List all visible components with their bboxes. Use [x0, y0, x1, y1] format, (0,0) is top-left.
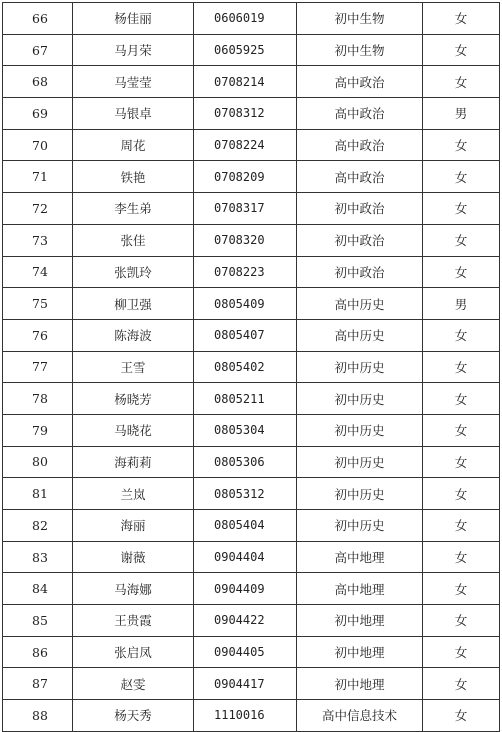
cell-number: 76	[3, 319, 73, 351]
cell-id: 0708224	[194, 129, 297, 161]
cell-name: 兰岚	[73, 478, 194, 510]
table-row	[3, 351, 500, 383]
cell-id: 0904417	[194, 668, 297, 700]
cell-id: 0708209	[194, 161, 297, 193]
cell-subject: 初中历史	[297, 446, 423, 478]
cell-number: 77	[3, 351, 73, 383]
cell-id: 0708320	[194, 224, 297, 256]
table-row	[3, 3, 500, 35]
cell-gender: 女	[423, 383, 500, 415]
cell-subject: 高中地理	[297, 573, 423, 605]
cell-number: 67	[3, 34, 73, 66]
cell-number: 80	[3, 446, 73, 478]
cell-id: 0904405	[194, 636, 297, 668]
table-row	[3, 510, 500, 542]
cell-subject: 初中生物	[297, 34, 423, 66]
table-row	[3, 383, 500, 415]
cell-gender: 女	[423, 161, 500, 193]
cell-name: 柳卫强	[73, 288, 194, 320]
cell-subject: 初中地理	[297, 636, 423, 668]
cell-number: 85	[3, 605, 73, 637]
table-row	[3, 541, 500, 573]
cell-id: 0904422	[194, 605, 297, 637]
cell-gender: 女	[423, 319, 500, 351]
cell-subject: 初中地理	[297, 605, 423, 637]
cell-gender: 女	[423, 446, 500, 478]
cell-number: 66	[3, 3, 73, 35]
table-row	[3, 319, 500, 351]
cell-number: 69	[3, 98, 73, 130]
cell-id: 0805306	[194, 446, 297, 478]
cell-name: 赵雯	[73, 668, 194, 700]
table-row	[3, 478, 500, 510]
table-row	[3, 700, 500, 732]
cell-name: 马晓花	[73, 414, 194, 446]
cell-number: 82	[3, 510, 73, 542]
cell-gender: 女	[423, 668, 500, 700]
cell-subject: 高中信息技术	[297, 700, 423, 732]
cell-subject: 高中政治	[297, 129, 423, 161]
cell-gender: 女	[423, 700, 500, 732]
cell-id: 0805404	[194, 510, 297, 542]
table-row	[3, 446, 500, 478]
cell-number: 71	[3, 161, 73, 193]
cell-gender: 女	[423, 3, 500, 35]
cell-id: 0904409	[194, 573, 297, 605]
cell-name: 李生弟	[73, 193, 194, 225]
cell-name: 张启凤	[73, 636, 194, 668]
table-row	[3, 288, 500, 320]
cell-gender: 女	[423, 66, 500, 98]
cell-gender: 女	[423, 573, 500, 605]
cell-id: 1110016	[194, 700, 297, 732]
cell-gender: 女	[423, 129, 500, 161]
cell-name: 谢薇	[73, 541, 194, 573]
cell-number: 75	[3, 288, 73, 320]
cell-subject: 初中历史	[297, 478, 423, 510]
cell-id: 0805312	[194, 478, 297, 510]
cell-number: 72	[3, 193, 73, 225]
cell-gender: 男	[423, 98, 500, 130]
cell-number: 70	[3, 129, 73, 161]
cell-id: 0805407	[194, 319, 297, 351]
cell-subject: 高中政治	[297, 161, 423, 193]
cell-subject: 初中历史	[297, 383, 423, 415]
cell-gender: 女	[423, 34, 500, 66]
table-row	[3, 605, 500, 637]
cell-gender: 女	[423, 256, 500, 288]
cell-id: 0805304	[194, 414, 297, 446]
cell-subject: 初中地理	[297, 668, 423, 700]
cell-subject: 初中生物	[297, 3, 423, 35]
cell-subject: 高中历史	[297, 319, 423, 351]
cell-id: 0708317	[194, 193, 297, 225]
cell-subject: 初中历史	[297, 414, 423, 446]
cell-name: 杨晓芳	[73, 383, 194, 415]
cell-subject: 初中政治	[297, 193, 423, 225]
table-row	[3, 668, 500, 700]
cell-number: 81	[3, 478, 73, 510]
cell-id: 0805409	[194, 288, 297, 320]
cell-id: 0708223	[194, 256, 297, 288]
cell-id: 0606019	[194, 3, 297, 35]
table-row	[3, 129, 500, 161]
cell-number: 68	[3, 66, 73, 98]
cell-name: 周花	[73, 129, 194, 161]
cell-name: 杨天秀	[73, 700, 194, 732]
cell-gender: 女	[423, 478, 500, 510]
table-row	[3, 98, 500, 130]
cell-name: 马莹莹	[73, 66, 194, 98]
cell-id: 0708214	[194, 66, 297, 98]
cell-subject: 高中政治	[297, 66, 423, 98]
cell-name: 马月荣	[73, 34, 194, 66]
cell-name: 陈海波	[73, 319, 194, 351]
table-row	[3, 256, 500, 288]
cell-gender: 女	[423, 541, 500, 573]
cell-gender: 女	[423, 193, 500, 225]
cell-number: 78	[3, 383, 73, 415]
cell-gender: 男	[423, 288, 500, 320]
cell-name: 铁艳	[73, 161, 194, 193]
cell-number: 84	[3, 573, 73, 605]
cell-subject: 初中政治	[297, 224, 423, 256]
cell-number: 88	[3, 700, 73, 732]
cell-gender: 女	[423, 224, 500, 256]
roster-table	[2, 2, 500, 732]
cell-gender: 女	[423, 351, 500, 383]
cell-name: 杨佳丽	[73, 3, 194, 35]
cell-name: 马银卓	[73, 98, 194, 130]
table-row	[3, 66, 500, 98]
cell-name: 海丽	[73, 510, 194, 542]
cell-number: 86	[3, 636, 73, 668]
cell-number: 83	[3, 541, 73, 573]
cell-name: 海莉莉	[73, 446, 194, 478]
table-row	[3, 193, 500, 225]
cell-name: 王雪	[73, 351, 194, 383]
cell-subject: 初中历史	[297, 351, 423, 383]
table-row	[3, 161, 500, 193]
cell-number: 74	[3, 256, 73, 288]
cell-id: 0904404	[194, 541, 297, 573]
cell-name: 王贵霞	[73, 605, 194, 637]
cell-name: 张佳	[73, 224, 194, 256]
cell-subject: 初中政治	[297, 256, 423, 288]
table-row	[3, 34, 500, 66]
cell-id: 0805211	[194, 383, 297, 415]
cell-gender: 女	[423, 605, 500, 637]
cell-gender: 女	[423, 414, 500, 446]
table-row	[3, 224, 500, 256]
roster-body	[3, 3, 500, 732]
table-row	[3, 414, 500, 446]
cell-gender: 女	[423, 510, 500, 542]
cell-number: 73	[3, 224, 73, 256]
cell-name: 张凯玲	[73, 256, 194, 288]
cell-subject: 高中政治	[297, 98, 423, 130]
cell-id: 0605925	[194, 34, 297, 66]
table-row	[3, 636, 500, 668]
table-row	[3, 573, 500, 605]
cell-subject: 初中历史	[297, 510, 423, 542]
cell-id: 0708312	[194, 98, 297, 130]
cell-name: 马海娜	[73, 573, 194, 605]
cell-number: 87	[3, 668, 73, 700]
cell-number: 79	[3, 414, 73, 446]
cell-subject: 高中地理	[297, 541, 423, 573]
cell-gender: 女	[423, 636, 500, 668]
cell-id: 0805402	[194, 351, 297, 383]
cell-subject: 高中历史	[297, 288, 423, 320]
